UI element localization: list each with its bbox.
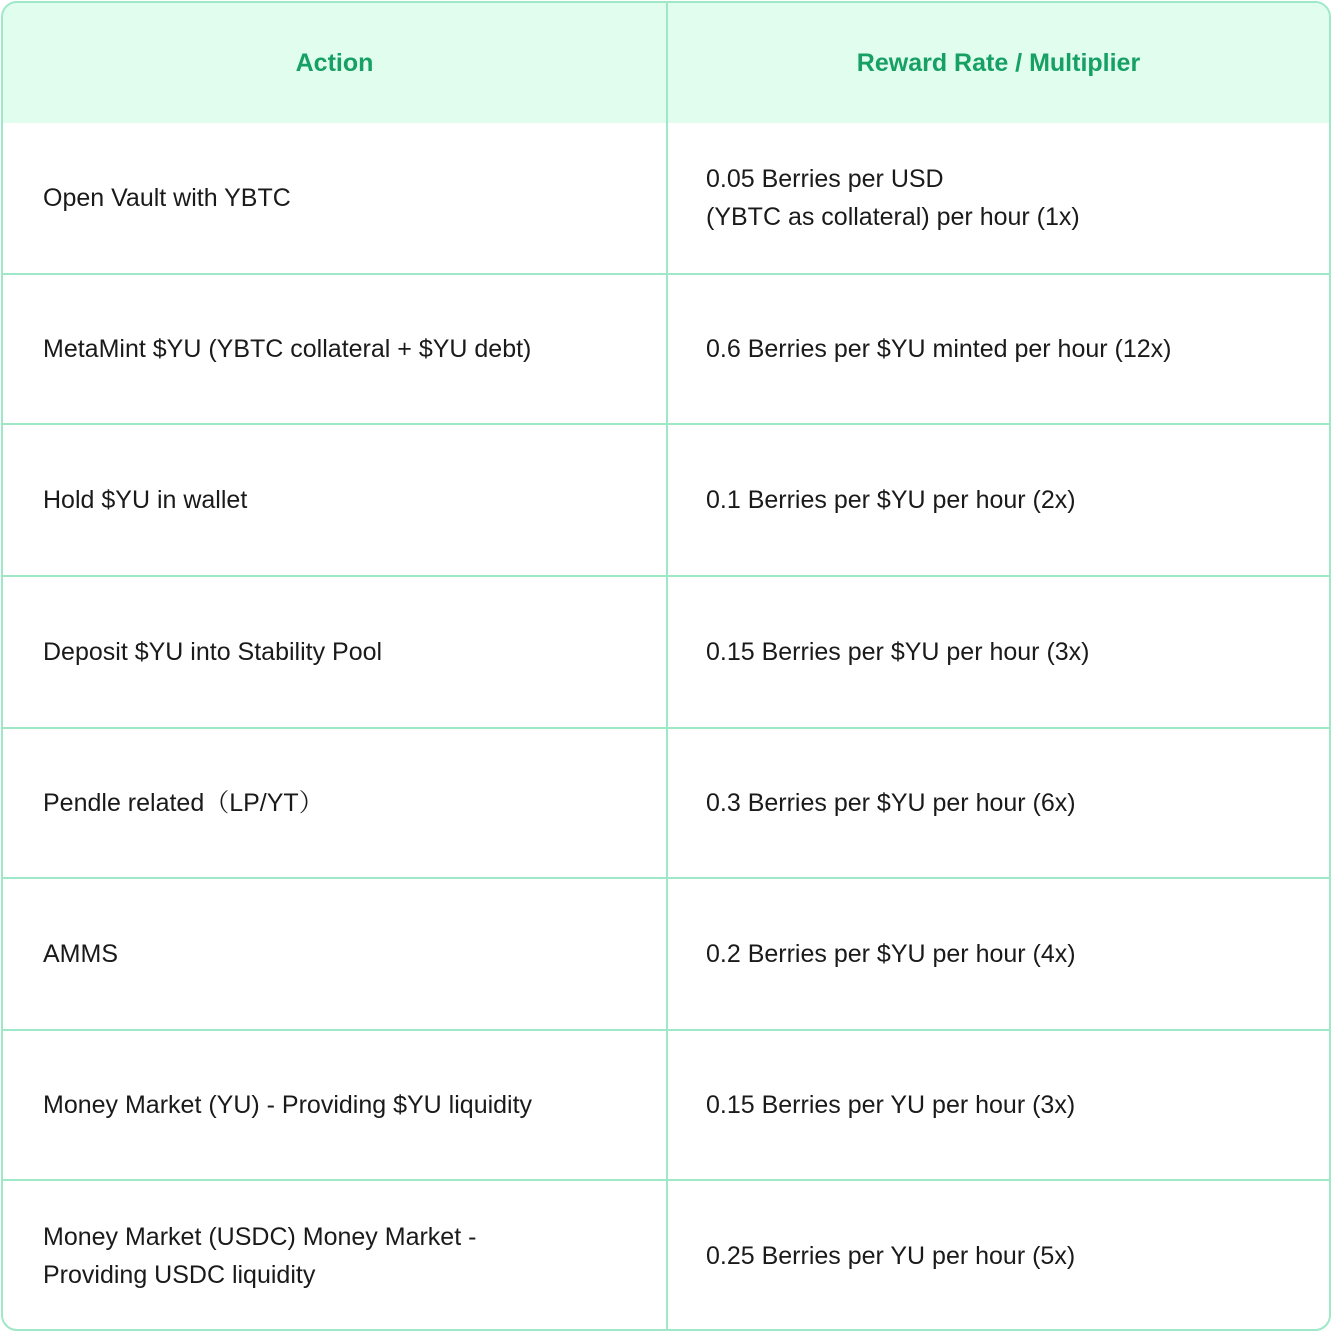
- table-row: [3, 1181, 1329, 1331]
- rewards-table: [1, 1, 1331, 1331]
- action-cell: Money Market (USDC) Money Market - Providing USDC liquidity: [3, 1181, 668, 1331]
- table-row: [3, 123, 1329, 275]
- action-cell: Money Market (YU) - Providing $YU liquidity: [3, 1031, 668, 1179]
- reward-cell: 0.15 Berries per YU per hour (3x): [706, 1091, 1076, 1119]
- header-action: Action: [3, 3, 668, 123]
- table-row: [3, 577, 1329, 729]
- table-row: [3, 275, 1329, 425]
- table-row: [3, 1031, 1329, 1181]
- reward-cell: 0.6 Berries per $YU minted per hour (12x): [706, 335, 1172, 363]
- action-cell: Open Vault with YBTC: [3, 123, 668, 273]
- table-header-row: [3, 3, 1329, 123]
- action-cell: Pendle related（LP/YT）: [3, 729, 668, 877]
- table-row: [3, 729, 1329, 879]
- header-reward-rate: Reward Rate / Multiplier: [856, 48, 1141, 77]
- reward-cell: 0.15 Berries per $YU per hour (3x): [706, 638, 1090, 666]
- action-cell: MetaMint $YU (YBTC collateral + $YU debt): [3, 275, 668, 423]
- action-cell: AMMS: [3, 879, 668, 1029]
- action-cell: Deposit $YU into Stability Pool: [3, 577, 668, 727]
- reward-cell: 0.25 Berries per YU per hour (5x): [706, 1242, 1076, 1270]
- reward-cell: 0.1 Berries per $YU per hour (2x): [706, 486, 1076, 514]
- action-cell: Hold $YU in wallet: [3, 425, 668, 575]
- reward-cell: 0.3 Berries per $YU per hour (6x): [706, 789, 1076, 817]
- reward-cell: 0.2 Berries per $YU per hour (4x): [706, 940, 1076, 968]
- reward-cell: 0.05 Berries per USD (YBTC as collateral) per hour (1x): [706, 165, 1080, 231]
- table-row: [3, 425, 1329, 577]
- table-row: [3, 879, 1329, 1031]
